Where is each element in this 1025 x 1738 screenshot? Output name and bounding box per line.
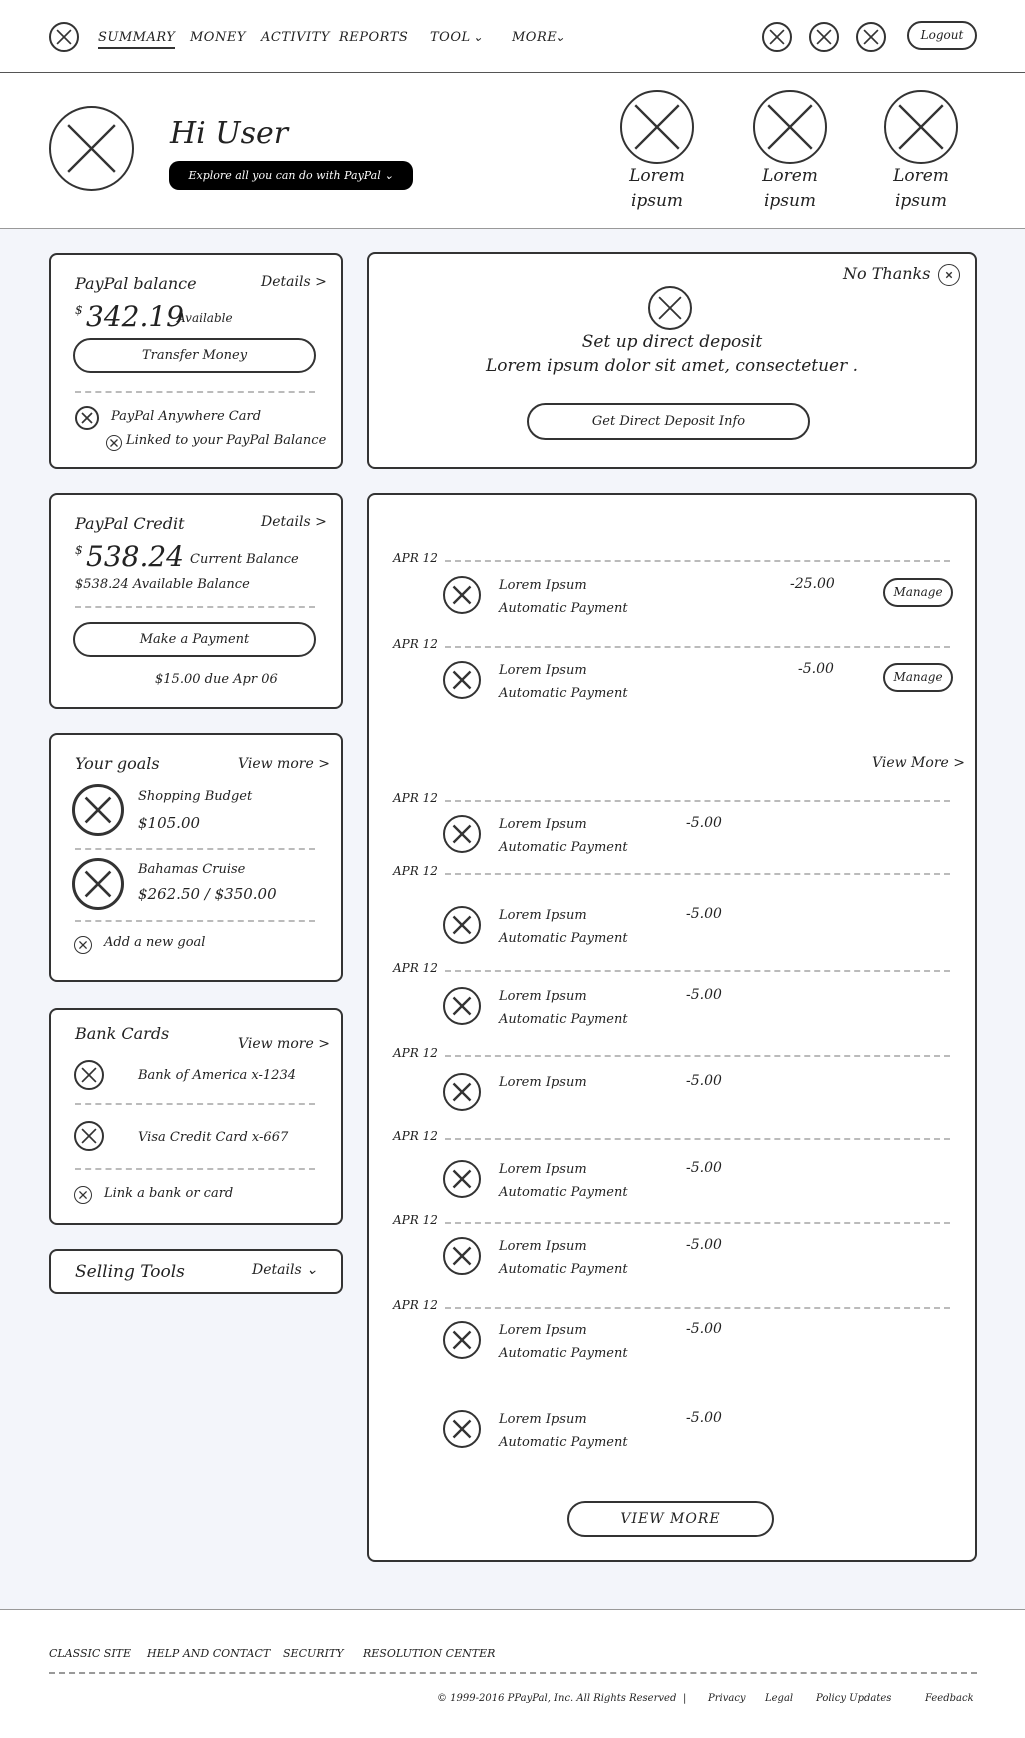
shortcut-icon[interactable] — [753, 90, 827, 164]
balance-details-link[interactable] — [261, 274, 327, 290]
nav-divider — [0, 72, 1025, 73]
chevron-right-icon: > — [315, 514, 327, 530]
goal-name[interactable]: Shopping Budget — [138, 789, 253, 804]
transfer-money-button[interactable]: Transfer Money — [73, 338, 316, 373]
details-label: Details — [261, 514, 311, 530]
greeting: Hi User — [170, 116, 289, 151]
shortcut-label-line: ipsum — [894, 191, 948, 211]
divider — [445, 1055, 950, 1057]
merchant-icon — [443, 987, 481, 1025]
settings-icon[interactable] — [856, 22, 886, 52]
credit-amount-label: Current Balance — [190, 552, 299, 567]
merchant-icon — [443, 1410, 481, 1448]
credit-details-link[interactable] — [261, 514, 327, 530]
divider — [75, 1103, 315, 1105]
nav-more[interactable]: MORE — [512, 30, 558, 45]
balance-title: PayPal balance — [75, 274, 197, 293]
credit-title: PayPal Credit — [75, 514, 185, 533]
nav-money[interactable]: MONEY — [190, 30, 246, 45]
goal-name[interactable]: Bahamas Cruise — [138, 862, 246, 877]
transaction-amount: -5.00 — [798, 661, 834, 677]
shortcut-label-line: Lorem — [893, 166, 949, 186]
merchant-icon — [443, 1073, 481, 1111]
transaction-subtitle: Automatic Payment — [499, 1262, 628, 1277]
balance-currency: $ — [75, 303, 83, 317]
transaction-name[interactable]: Lorem Ipsum — [499, 1239, 587, 1254]
footer-security[interactable]: SECURITY — [283, 1647, 344, 1660]
transaction-date: APR 12 — [393, 961, 438, 975]
bank-icon — [74, 1060, 104, 1090]
divider — [75, 606, 315, 608]
selling-tools-title: Selling Tools — [75, 1262, 185, 1282]
goals-view-more-link[interactable] — [238, 756, 330, 772]
shortcut-label-line: ipsum — [630, 191, 684, 211]
logo-icon[interactable] — [49, 22, 79, 52]
goal-icon — [72, 858, 124, 910]
transaction-subtitle: Automatic Payment — [499, 686, 628, 701]
merchant-icon — [443, 906, 481, 944]
bank-cards-title: Bank Cards — [75, 1024, 170, 1043]
details-label: Details — [261, 274, 311, 290]
shortcut-label-line: Lorem — [762, 166, 818, 186]
transaction-subtitle: Automatic Payment — [499, 1185, 628, 1200]
notification-icon[interactable] — [762, 22, 792, 52]
merchant-icon — [443, 1160, 481, 1198]
payment-due: $15.00 due Apr 06 — [155, 672, 278, 687]
details-label: Details — [252, 1262, 302, 1278]
nav-tool[interactable]: TOOL — [430, 30, 471, 45]
chevron-right-icon: > — [315, 274, 327, 290]
balance-amount-label: Available — [177, 311, 233, 325]
transaction-date: APR 12 — [393, 1213, 438, 1227]
transaction-subtitle: Automatic Payment — [499, 601, 628, 616]
transaction-date: APR 12 — [393, 1046, 438, 1060]
divider — [445, 560, 950, 562]
shortcut-icon[interactable] — [884, 90, 958, 164]
transaction-subtitle: Automatic Payment — [499, 1346, 628, 1361]
credit-currency: $ — [75, 543, 83, 557]
linked-balance-label: Linked to your PayPal Balance — [126, 433, 327, 448]
transaction-amount: -5.00 — [686, 1237, 722, 1253]
divider — [75, 848, 315, 850]
merchant-icon — [443, 661, 481, 699]
view-more-label: View more — [238, 1036, 314, 1052]
transaction-name[interactable]: Lorem Ipsum — [499, 817, 587, 832]
shortcut-label-line: Lorem — [629, 166, 685, 186]
chevron-down-icon: ⌄ — [555, 30, 566, 44]
explore-button[interactable] — [169, 161, 413, 190]
transaction-subtitle: Automatic Payment — [499, 1012, 628, 1027]
banks-view-more-link[interactable] — [238, 1036, 330, 1052]
shortcut-label-line: ipsum — [763, 191, 817, 211]
balance-amount: 342.19 — [86, 300, 184, 333]
merchant-icon — [443, 815, 481, 853]
logout-button[interactable]: Logout — [907, 21, 977, 50]
transaction-name[interactable]: Lorem Ipsum — [499, 1162, 587, 1177]
shortcut-label — [620, 164, 694, 214]
shortcut-label — [753, 164, 827, 214]
transaction-name[interactable]: Lorem Ipsum — [499, 1323, 587, 1338]
transaction-date: APR 12 — [393, 791, 438, 805]
credit-available: $538.24 Available Balance — [75, 577, 250, 592]
add-icon[interactable] — [74, 1186, 92, 1204]
deposit-title: Set up direct deposit — [581, 332, 763, 352]
transaction-name[interactable]: Lorem Ipsum — [499, 908, 587, 923]
goals-title: Your goals — [75, 754, 160, 773]
chevron-down-icon: ⌄ — [473, 30, 484, 44]
chevron-right-icon: > — [318, 756, 330, 772]
transaction-subtitle: Automatic Payment — [499, 931, 628, 946]
make-payment-button[interactable]: Make a Payment — [73, 622, 316, 657]
goal-icon — [72, 784, 124, 836]
merchant-icon — [443, 1321, 481, 1359]
copyright: © 1999-2016 PPayPal, Inc. All Rights Reserved — [437, 1693, 677, 1704]
transaction-amount: -5.00 — [686, 1160, 722, 1176]
direct-deposit-button[interactable]: Get Direct Deposit Info — [527, 403, 810, 440]
message-icon[interactable] — [809, 22, 839, 52]
divider — [445, 873, 950, 875]
chevron-down-icon: ⌄ — [384, 169, 394, 182]
goal-amount: $262.50 / $350.00 — [138, 885, 277, 903]
transaction-date: APR 12 — [393, 864, 438, 878]
transaction-name[interactable]: Lorem Ipsum — [499, 989, 587, 1004]
divider — [445, 1222, 950, 1224]
card-icon — [75, 406, 99, 430]
transaction-amount: -5.00 — [686, 1073, 722, 1089]
transaction-name[interactable]: Lorem Ipsum — [499, 1412, 587, 1427]
manage-button[interactable]: Manage — [883, 663, 953, 692]
view-more-link[interactable] — [872, 755, 965, 771]
transaction-date: APR 12 — [393, 1298, 438, 1312]
selling-details-link[interactable] — [252, 1262, 318, 1278]
divider — [445, 1307, 950, 1309]
footer-divider — [49, 1672, 977, 1674]
transaction-name[interactable]: Lorem Ipsum — [499, 663, 587, 678]
transaction-amount: -5.00 — [686, 1321, 722, 1337]
footer-privacy[interactable]: Privacy — [708, 1693, 746, 1704]
footer-separator: | — [683, 1693, 687, 1704]
link-icon — [106, 435, 122, 451]
card-name[interactable]: Visa Credit Card x-667 — [138, 1130, 289, 1145]
transaction-amount: -5.00 — [686, 987, 722, 1003]
nav-reports[interactable]: REPORTS — [339, 30, 409, 45]
chevron-down-icon: ⌄ — [306, 1262, 318, 1278]
manage-button[interactable]: Manage — [883, 578, 953, 607]
merchant-icon — [443, 1237, 481, 1275]
chevron-right-icon: > — [953, 755, 965, 771]
shortcut-icon[interactable] — [620, 90, 694, 164]
transaction-amount: -5.00 — [686, 1410, 722, 1426]
divider — [75, 920, 315, 922]
transaction-subtitle: Automatic Payment — [499, 1435, 628, 1450]
view-more-button[interactable]: VIEW MORE — [567, 1501, 774, 1537]
merchant-icon — [443, 576, 481, 614]
transaction-amount: -25.00 — [790, 576, 835, 592]
divider — [445, 1138, 950, 1140]
footer-resolution[interactable]: RESOLUTION CENTER — [363, 1647, 496, 1660]
chevron-right-icon: > — [318, 1036, 330, 1052]
footer-classic-site[interactable]: CLASSIC SITE — [49, 1647, 132, 1660]
divider — [445, 970, 950, 972]
anywhere-card-label[interactable]: PayPal Anywhere Card — [111, 409, 262, 424]
footer-help[interactable]: HELP AND CONTACT — [147, 1647, 271, 1660]
goal-amount: $105.00 — [138, 814, 201, 832]
activity-card — [367, 493, 977, 1562]
shortcut-label — [884, 164, 958, 214]
divider — [75, 391, 315, 393]
bank-name[interactable]: Bank of America x-1234 — [138, 1068, 296, 1083]
transaction-amount: -5.00 — [686, 815, 722, 831]
explore-label: Explore all you can do with PayPal — [188, 169, 381, 182]
close-icon[interactable] — [938, 264, 960, 286]
no-thanks-link[interactable]: No Thanks — [843, 264, 931, 283]
nav-summary[interactable]: SUMMARY — [98, 30, 175, 49]
transaction-name[interactable]: Lorem Ipsum — [499, 1075, 587, 1090]
transaction-date: APR 12 — [393, 637, 438, 651]
divider — [75, 1168, 315, 1170]
view-more-label: View More — [872, 755, 949, 771]
transaction-date: APR 12 — [393, 1129, 438, 1143]
avatar — [49, 106, 134, 191]
divider — [445, 646, 950, 648]
divider — [445, 800, 950, 802]
transaction-amount: -5.00 — [686, 906, 722, 922]
credit-amount: 538.24 — [86, 540, 184, 573]
footer-legal[interactable]: Legal — [765, 1693, 794, 1704]
link-bank-link[interactable]: Link a bank or card — [104, 1186, 234, 1201]
add-goal-link[interactable]: Add a new goal — [104, 935, 206, 950]
transaction-name[interactable]: Lorem Ipsum — [499, 578, 587, 593]
transaction-date: APR 12 — [393, 551, 438, 565]
add-icon[interactable] — [74, 936, 92, 954]
card-icon — [74, 1121, 104, 1151]
footer-feedback[interactable]: Feedback — [925, 1693, 974, 1704]
deposit-description: Lorem ipsum dolor sit amet, consectetuer . — [485, 356, 859, 376]
nav-activity[interactable]: ACTIVITY — [261, 30, 330, 45]
deposit-icon — [648, 286, 692, 330]
footer-policy-updates[interactable]: Policy Updates — [816, 1693, 892, 1704]
transaction-subtitle: Automatic Payment — [499, 840, 628, 855]
view-more-label: View more — [238, 756, 314, 772]
